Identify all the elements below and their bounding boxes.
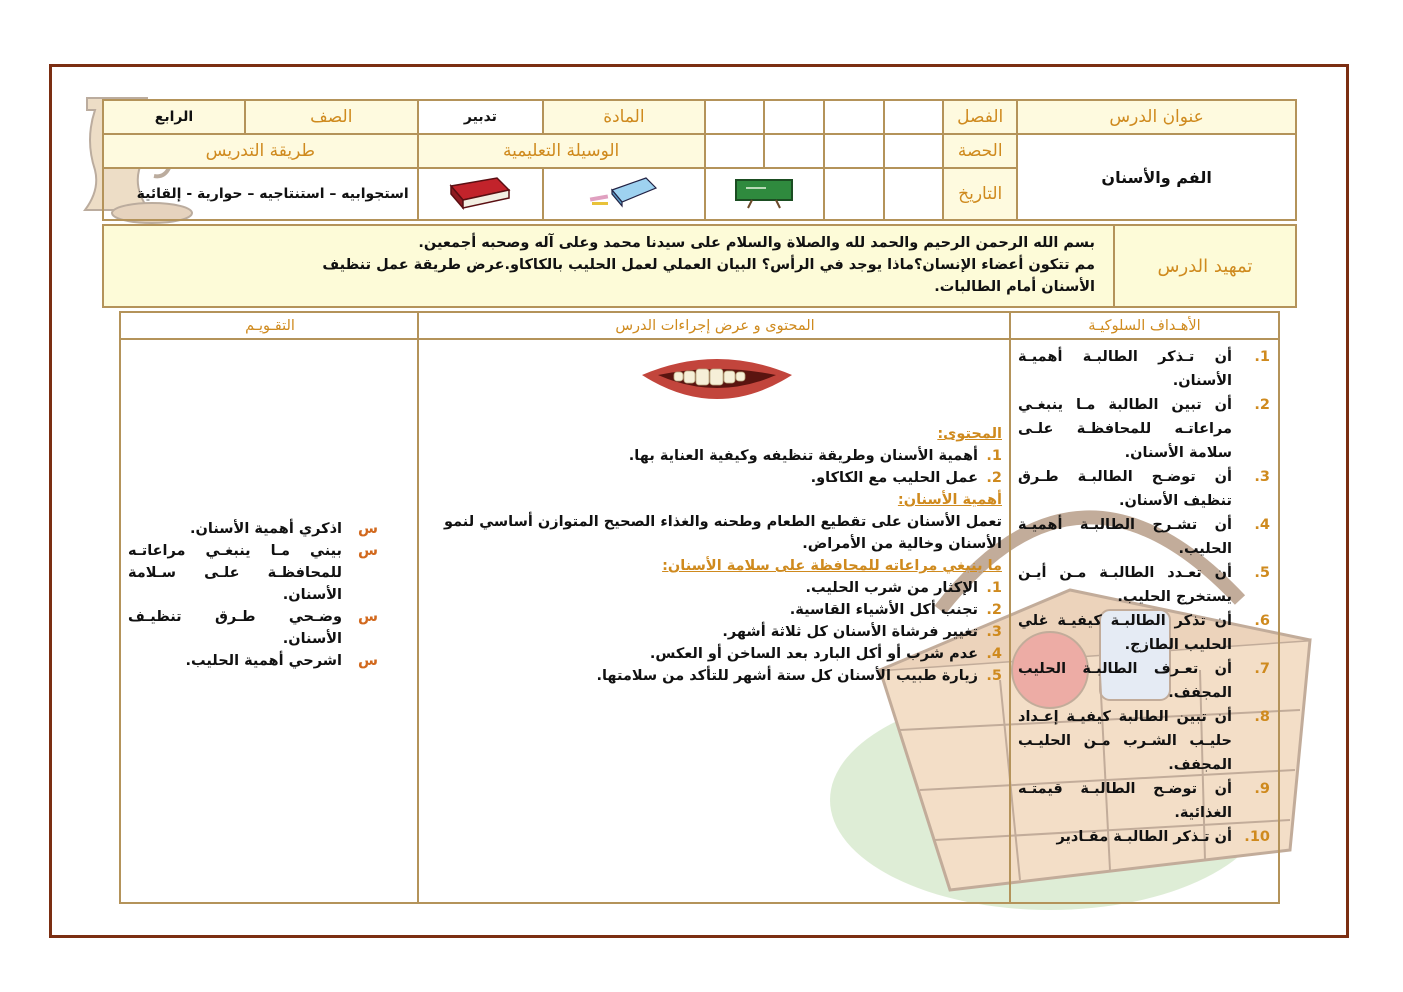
list-item: 2.عمل الحليب مع الكاكاو. xyxy=(810,470,1002,486)
list-item: 3.تغيير فرشاة الأسنان كل ثلاثة أشهر. xyxy=(722,624,1002,640)
list-item: 1.أهمية الأسنان وطريقة تنظيفه وكيفية العناية بها. xyxy=(628,448,1002,464)
list-item: س بيني مـا ينبغـي مراعاتـه للمحافظـة علـى سـلامة الأسنان. xyxy=(128,543,378,603)
objectives-header: الأهـداف السلوكيـة xyxy=(1011,313,1278,340)
sponge-eraser-icon xyxy=(584,174,664,210)
list-item: س اذكري أهمية الأسنان. xyxy=(190,521,378,537)
importance-heading: أهمية الأسنان: xyxy=(897,492,1002,508)
method-label: طريقة التدريس xyxy=(103,134,418,168)
list-item: 2. أن تبين الطالبة مـا ينبغـي مراعاتـه للمحافظـة علـى سلامة الأسنان. xyxy=(1018,397,1270,461)
care-heading: ما ينبغي مراعاته للمحافظة على سلامة الأسنان: xyxy=(662,558,1002,574)
eraser-icon-cell xyxy=(543,168,704,220)
list-item: 9. أن توضـح الطالبـة قيمتـه الغذائية. xyxy=(1018,781,1270,821)
grade-label: الصف xyxy=(245,100,418,134)
importance-paragraph: تعمل الأسنان على تقطيع الطعام وطحنه والغذاء الصحيح المتوازن أساسي لنمو الأسنان وخالية من الأمراض. xyxy=(443,514,1002,552)
list-item: 3. أن توضـح الطالبـة طـرق تنظيف الأسنان. xyxy=(1018,469,1270,509)
empty-cell xyxy=(705,100,765,134)
evaluation-list xyxy=(128,518,378,672)
lesson-title-label: عنوان الدرس xyxy=(1017,100,1296,134)
mouth-teeth-image xyxy=(634,345,800,417)
content-heading: المحتوى: xyxy=(937,426,1002,442)
list-item: 5. أن تعـدد الطالبـة مـن أيـن يستخرج الحليب. xyxy=(1018,565,1270,605)
subject-label: المادة xyxy=(543,100,704,134)
lesson-header-table xyxy=(102,99,1297,221)
subject-value: تدبير xyxy=(418,100,543,134)
intro-text xyxy=(295,232,1095,298)
column-divider xyxy=(417,313,419,902)
book-icon xyxy=(445,174,515,210)
chalkboard-icon-cell xyxy=(705,168,824,220)
list-item: 1.الإكثار من شرب الحليب. xyxy=(805,580,1002,596)
list-item: 4. أن تشـرح الطالبـة أهميـة الحليب. xyxy=(1018,517,1270,557)
list-item: 4.عدم شرب أو أكل البارد بعد الساخن أو العكس. xyxy=(649,646,1002,662)
list-item: س وضـحي طـرق تنظيـف الأسنان. xyxy=(128,609,378,647)
grade-value: الرابع xyxy=(103,100,245,134)
date-label: التاريخ xyxy=(943,168,1017,220)
lesson-intro xyxy=(102,224,1297,308)
book-icon-cell xyxy=(418,168,543,220)
list-item: 6. أن تذكر الطالبـة كيفيـة غلي الحليب الطازج. xyxy=(1018,613,1270,653)
empty-cell xyxy=(884,134,944,168)
intro-line-1: بسم الله الرحمن الرحيم والحمد لله والصلاة والسلام على سيدنا محمد وعلى آله وصحبه أجمعين. xyxy=(418,235,1095,251)
empty-cell xyxy=(764,134,824,168)
list-item: 8. أن تبين الطالبة كيفيـة إعـداد حليـب الشـرب مـن الحليـب المجفف. xyxy=(1018,709,1270,773)
list-item: 1. أن تـذكر الطالبـة أهميـة الأسنان. xyxy=(1018,349,1270,389)
empty-cell xyxy=(824,134,884,168)
intro-line-2: مم تتكون أعضاء الإنسان؟ماذا يوجد في الرأس؟ البيان العملي لعمل الحليب بالكاكاو.عرض طريقة عمل تنظيف الأسنان أمام الطالبات. xyxy=(322,257,1095,295)
column-divider xyxy=(1009,313,1011,902)
list-item: س اشرحي أهمية الحليب. xyxy=(185,653,378,669)
empty-cell xyxy=(764,100,824,134)
list-item: 2.تجنب أكل الأشياء القاسية. xyxy=(789,602,1002,618)
content-header: المحتوى و عرض إجراءات الدرس xyxy=(419,313,1011,340)
semester-label: الفصل xyxy=(943,100,1017,134)
empty-cell xyxy=(824,168,884,220)
intro-label: تمهيد الدرس xyxy=(1113,226,1295,306)
list-item: 5.زيارة طبيب الأسنان كل ستة أشهر للتأكد من سلامتها. xyxy=(596,668,1002,684)
content-section xyxy=(422,423,1002,687)
method-value: استجوابيه – استنتاجيه – حوارية - إلقائية xyxy=(103,168,418,220)
empty-cell xyxy=(884,100,944,134)
empty-cell xyxy=(824,100,884,134)
lesson-title: الفم والأسنان xyxy=(1017,134,1296,220)
list-item: 10. أن تـذكر الطالبـة مقـادير xyxy=(1056,829,1270,845)
aids-label: الوسيلة التعليمية xyxy=(418,134,705,168)
list-item: 7. أن تعـرف الطالبـة الحليب المجفف. xyxy=(1018,661,1270,701)
chalkboard-icon xyxy=(732,174,796,210)
objectives-list xyxy=(1018,345,1270,849)
empty-cell xyxy=(705,134,765,168)
evaluation-header: التقـويـم xyxy=(121,313,419,340)
period-label: الحصة xyxy=(943,134,1017,168)
empty-cell xyxy=(884,168,944,220)
